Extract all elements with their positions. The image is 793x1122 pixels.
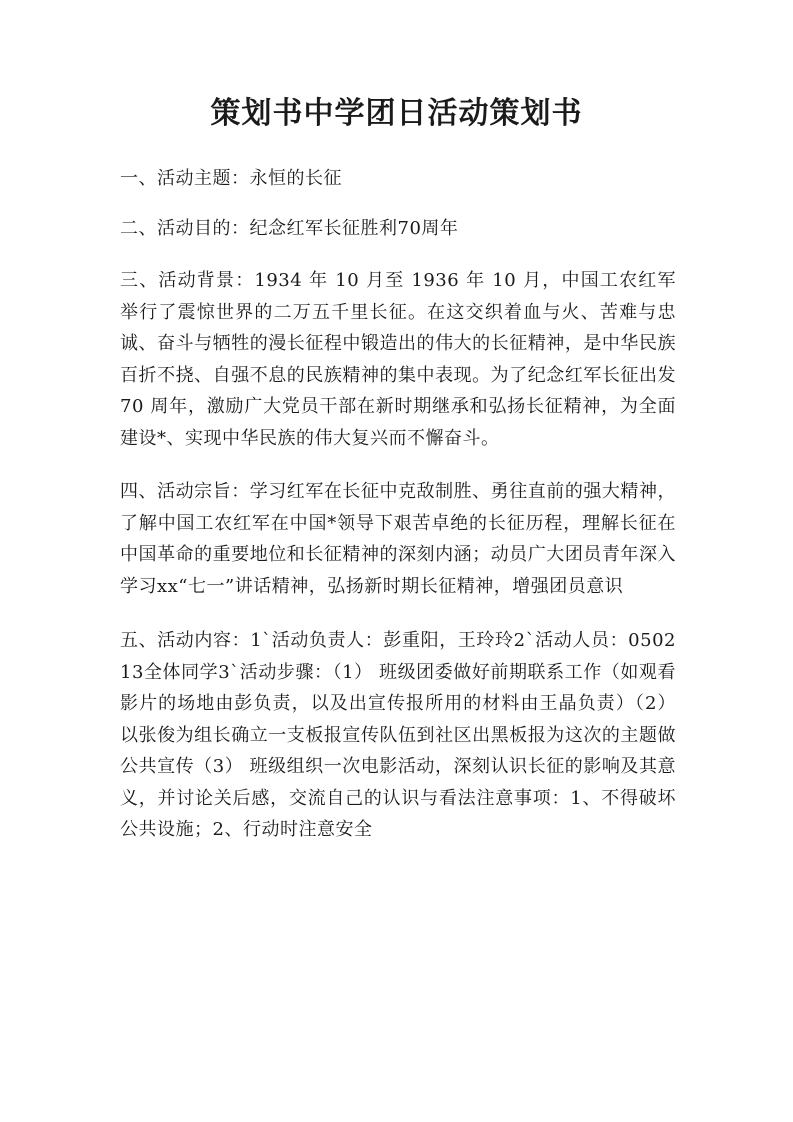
section-theme: 一、活动主题：永恒的长征 bbox=[120, 168, 342, 189]
section-aim: 四、活动宗旨：学习红军在长征中克敌制胜、勇往直前的强大精神，了解中国工农红军在中国*领导下艰苦卓绝的长征历程，理解长征在中国革命的重要地位和长征精神的深刻内涵；动员广大团员青年深入学习xx“七一”讲话精神，弘扬新时期长征精神，增强团员意识 bbox=[120, 481, 676, 597]
section-background: 三、活动背景：1934 年 10 月至 1936 年 10 月，中国工农红军举行了震惊世界的二万五千里长征。在这交织着血与火、苦难与忠诚、奋斗与牺牲的漫长征程中锻造出的伟大的长征精神，是中华民族百折不挠、自强不息的民族精神的集中表现。为了纪念红军长征出发 70 周年，激励广大党员干部在新时期继承和弘扬长征精神，为全面建设*、实现中华民族的伟大复兴而不懈奋斗。 bbox=[120, 270, 676, 449]
section-purpose: 二、活动目的：纪念红军长征胜利70周年 bbox=[120, 217, 459, 239]
document-body bbox=[120, 163, 676, 846]
section-content: 五、活动内容：1`活动负责人：彭重阳，王玲玲2`活动人员：050213全体同学3`活动步骤：（1） 班级团委做好前期联系工作（如观看影片的场地由彭负责，以及出宣传报所用的材料由王晶负责）（2） 以张俊为组长确立一支板报宣传队伍到社区出黑板报为这次的主题做公共宣传（3） 班级组织一次电影活动，深刻认识长征的影响及其意义，并讨论关后感，交流自己的认识与看法注意事项：1、不得破坏公共设施；2、行动时注意安全 bbox=[120, 630, 676, 840]
document-title: 策划书中学团日活动策划书 bbox=[210, 96, 583, 131]
